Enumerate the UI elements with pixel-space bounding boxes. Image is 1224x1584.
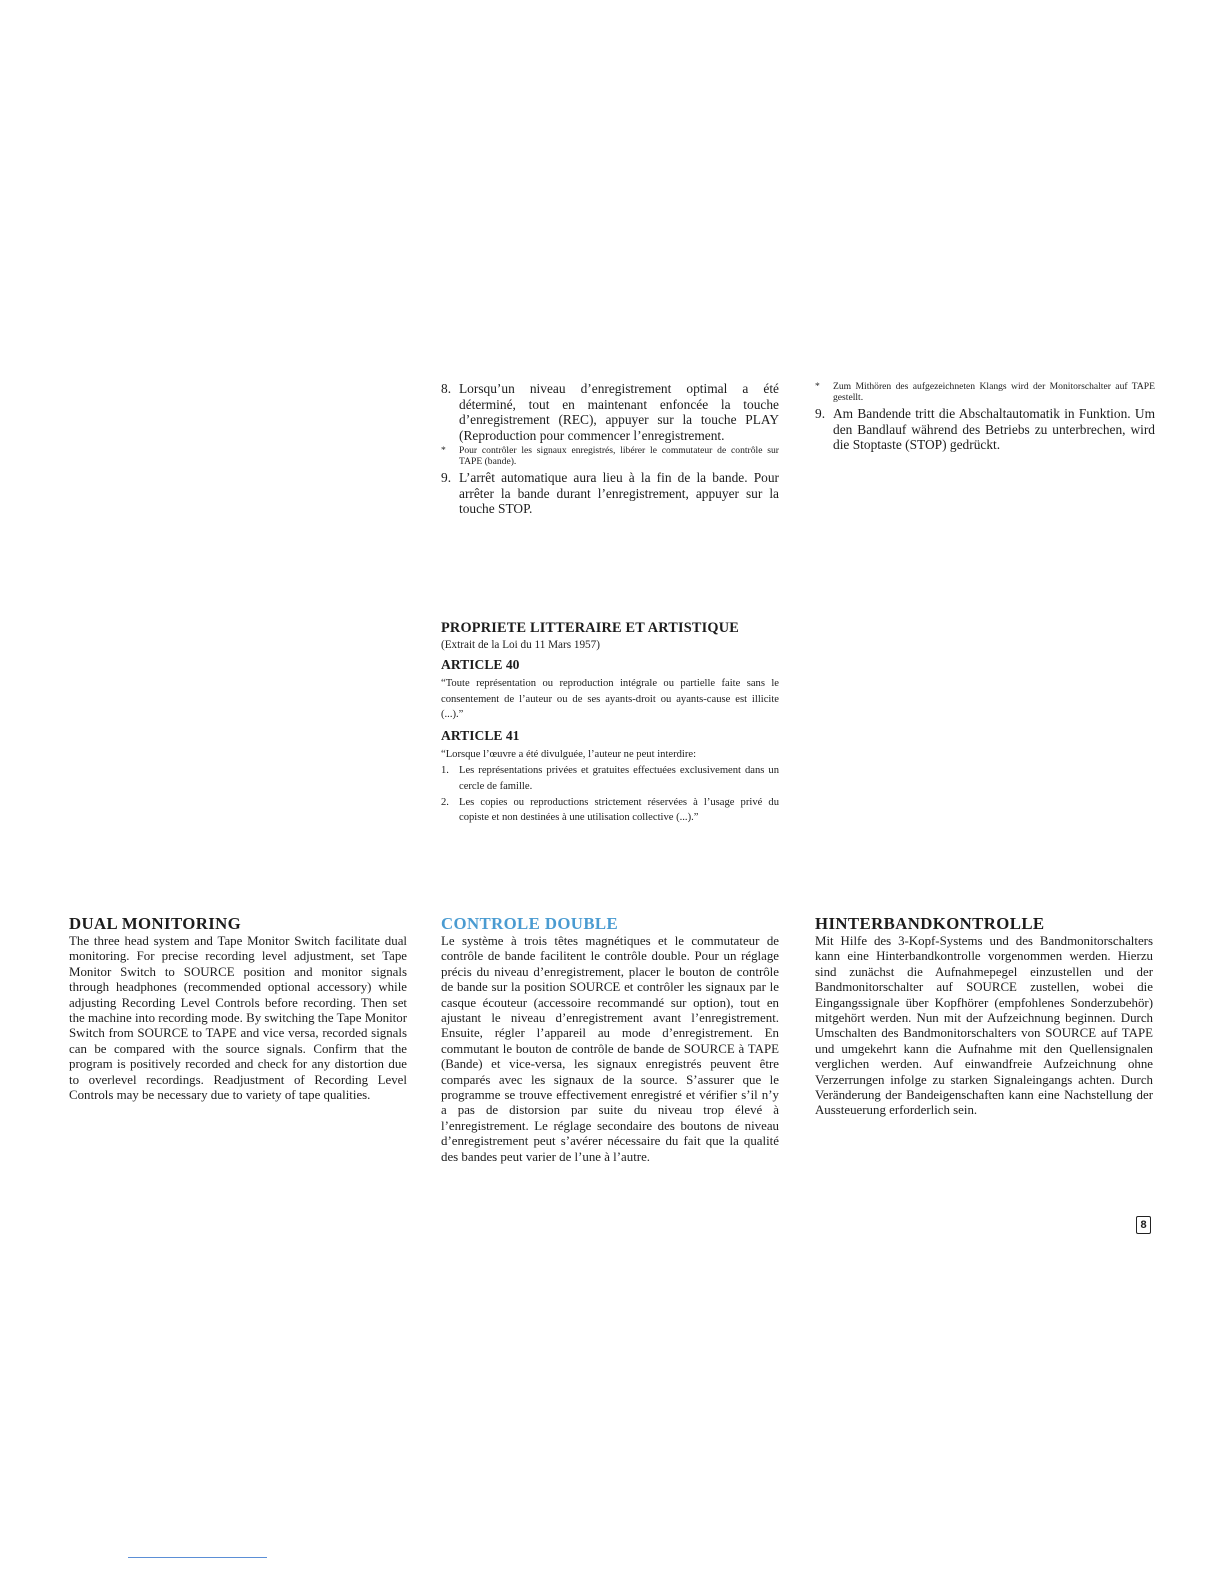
- article-40-text: “Toute représentation ou reproduction intégrale ou partielle faite sans le consentement de l’auteur ou de ses ayants-droit ou ayants-cause est illicite (...).”: [441, 678, 779, 721]
- item-text: Les copies ou reproductions strictement réservées à l’usage privé du copiste et non destinées à une utilisation collective (...).”: [459, 796, 779, 824]
- asterisk-icon: *: [815, 381, 820, 392]
- legal-subtitle: (Extrait de la Loi du 11 Mars 1957): [441, 639, 600, 651]
- section-title: DUAL MONITORING: [69, 914, 242, 933]
- step-text: Lorsqu’un niveau d’enregistrement optimal a été déterminé, tout en maintenant enfoncée la touche d’enregistrement (REC), appuyer sur la touche PLAY (Reproduction pour commencer l’enregistrement.: [459, 381, 779, 443]
- de-step-9: [815, 406, 1155, 453]
- article-41-item-2: [441, 795, 779, 826]
- step-number: 8.: [441, 381, 452, 396]
- fr-step-9: [441, 470, 779, 517]
- page-number: 8: [1136, 1216, 1151, 1234]
- dual-monitoring-de: [815, 914, 1153, 1119]
- bottom-rule: [128, 1557, 267, 1558]
- step-number: 9.: [815, 406, 826, 421]
- de-step-note: [815, 381, 1155, 403]
- section-body: The three head system and Tape Monitor Switch facilitate dual monitoring. For precise recording level adjustment, set Tape Monitor Switch to SOURCE position and monitor signals through headphones (recommended optional accessory) while adjusting Recording Level Controls before recording. Then set the machine into recording mode. By switching the Tape Monitor Switch from SOURCE to TAPE and vice versa, recorded signals can be compared with the source signals. Confirm that the program is positively recorded and check for any distortion due to overlevel recordings. Readjustment of Recording Level Controls may be necessary due to variety of tape qualities.: [69, 934, 407, 1103]
- article-40-title: ARTICLE 40: [441, 657, 520, 672]
- step-text: Am Bandende tritt die Abschaltautomatik in Funktion. Um den Bandlauf während des Betriebs zu unterbrechen, wird die Stoptaste (STOP) gedrückt.: [833, 406, 1155, 452]
- section-body: Le système à trois têtes magnétiques et le commutateur de contrôle de bande facilitent le contrôle double. Pour un réglage précis du niveau d’enregistrement, placer le bouton de contrôle de bande sur la position SOURCE et contrôler les signaux par le casque écouteur (accessoire recommandé sur option), tout en ajustant le niveau d’enregistrement avant l’enregistrement. Ensuite, régler l’appareil au mode d’enregistrement. En commutant le bouton de contrôle de bande de SOURCE à TAPE (Bande) et vice-versa, les signaux enregistrés peuvent être comparés avec les signaux de la source. S’assurer que le programme se trouve effectivement enregistré et vérifier s’il n’y a pas de distorsion par suite du niveau trop élevé à l’enregistrement. Le réglage secondaire des boutons de niveau d’enregistrement peut s’avérer nécessaire du fait que la qualité des bandes peut varier de l’une à l’autre.: [441, 934, 779, 1164]
- fr-step-note: [441, 445, 779, 467]
- section-title: CONTROLE DOUBLE: [441, 914, 619, 933]
- article-41-intro: “Lorsque l’œuvre a été divulguée, l’auteur ne peut interdire:: [441, 748, 697, 760]
- legal-notice: [441, 620, 779, 826]
- note-text: Zum Mithören des aufgezeichneten Klangs wird der Monitorschalter auf TAPE gestellt.: [833, 381, 1155, 403]
- asterisk-icon: *: [441, 445, 446, 456]
- item-number: 1.: [441, 765, 449, 777]
- article-41-list: [441, 763, 779, 825]
- article-41-item-1: [441, 763, 779, 794]
- dual-monitoring-en: [69, 914, 407, 1103]
- item-text: Les représentations privées et gratuites effectuées exclusivement dans un cercle de famille.: [459, 765, 779, 792]
- fr-steps-section: [441, 381, 779, 517]
- item-number: 2.: [441, 796, 449, 808]
- note-text: Pour contrôler les signaux enregistrés, libérer le commutateur de contrôle sur TAPE (bande).: [459, 445, 779, 467]
- section-body: Mit Hilfe des 3-Kopf-Systems und des Bandmonitorschalters kann eine Hinterbandkontrolle vorgenommen werden. Hierzu sind zunächst die Aufnahmepegel einzustellen und der Bandmonitorschalter auf SOURCE zustellen, wobei die Eingangssignale über Kopfhörer (empfohlenes Sonderzubehör) mitgehört werden. Nun mit der Aufzeichnung beginnen. Durch Umschalten des Bandmonitorschalters von SOURCE auf TAPE und umgekehrt kann die Aufnahme mit den Quellensignalen verglichen werden. Auf einwandfreie Aufzeichnung ohne Verzerrungen infolge zu starken Signaleingangs achten. Durch Veränderung der Bandeigenschaften kann eine Nachstellung der Aussteuerung erforderlich sein.: [815, 934, 1153, 1118]
- step-text: L’arrêt automatique aura lieu à la fin de la bande. Pour arrêter la bande durant l’enregistrement, appuyer sur la touche STOP.: [459, 470, 779, 516]
- section-title: HINTERBANDKONTROLLE: [815, 914, 1045, 933]
- fr-step-8: [441, 381, 779, 443]
- fr-steps-list: [441, 381, 779, 517]
- step-number: 9.: [441, 470, 452, 485]
- article-41-title: ARTICLE 41: [441, 727, 520, 743]
- de-steps-section: [815, 381, 1155, 453]
- de-steps-list: [815, 381, 1155, 453]
- legal-title: PROPRIETE LITTERAIRE ET ARTISTIQUE: [441, 620, 740, 636]
- dual-monitoring-fr: [441, 914, 779, 1165]
